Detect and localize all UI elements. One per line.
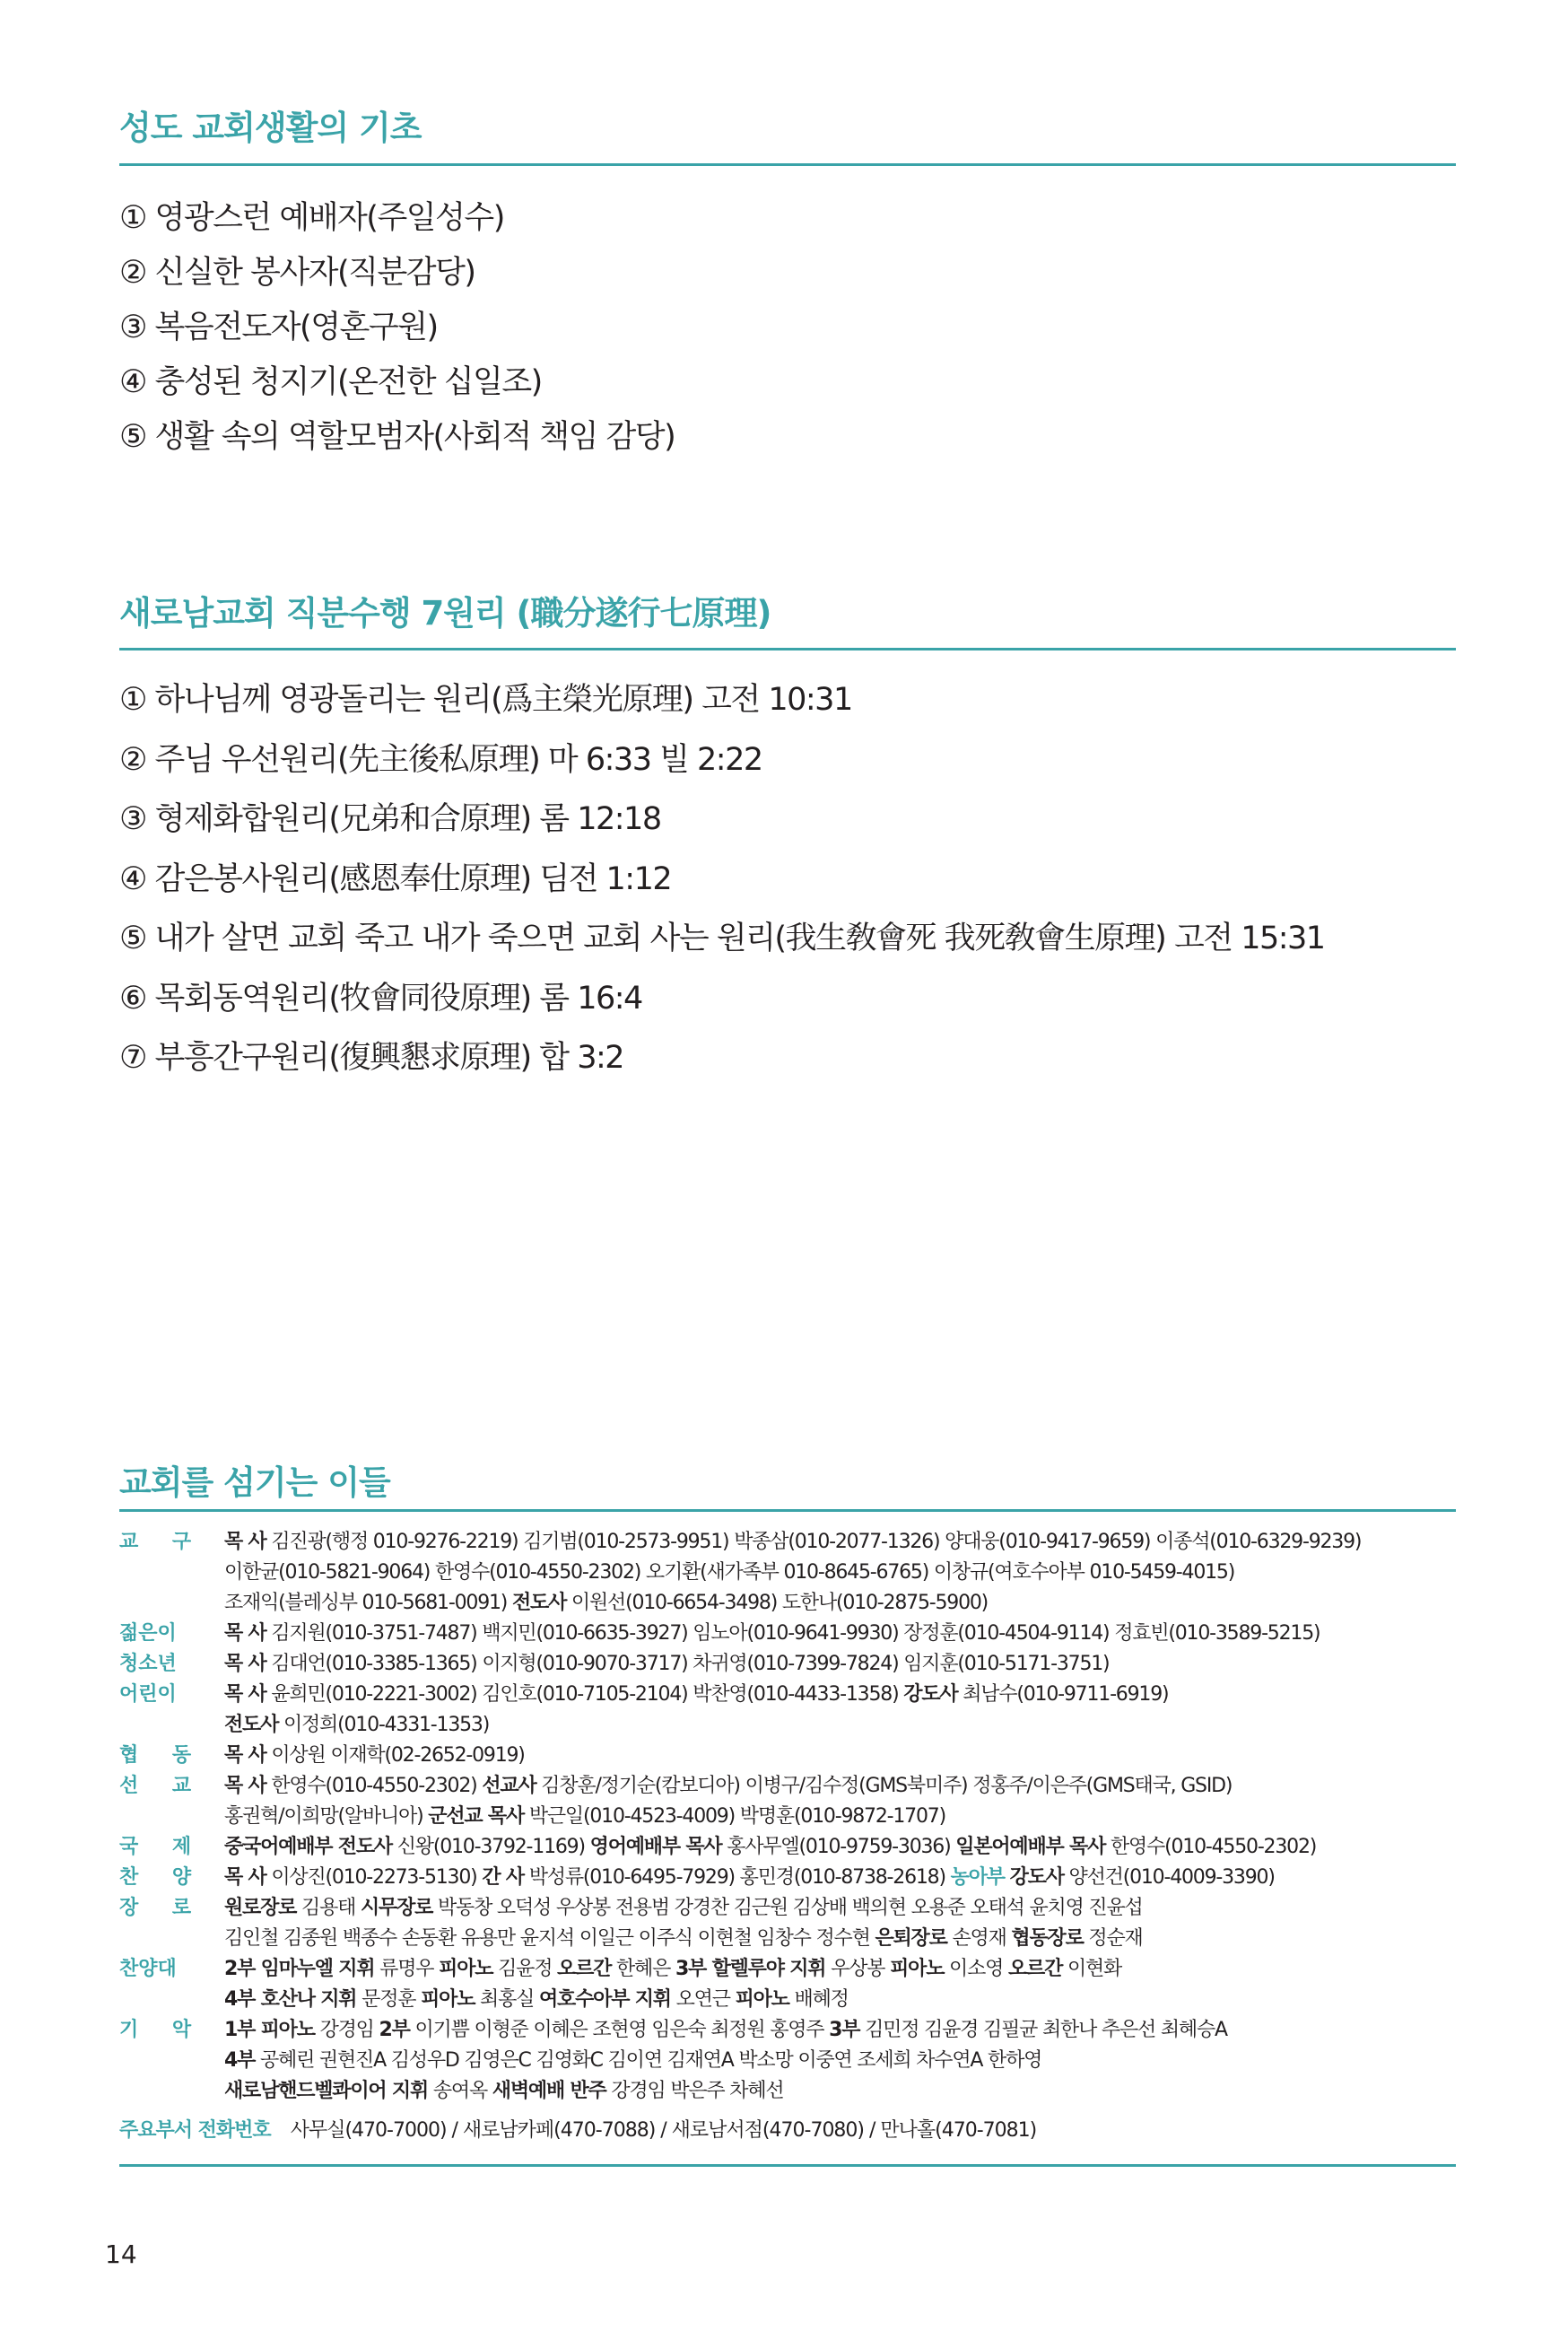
role-label: 오르간 xyxy=(1008,1958,1063,1980)
role-label: 강도사 xyxy=(1009,1866,1064,1889)
role-label: 여호수아부 지휘 xyxy=(539,1988,671,2011)
staff-names: 강경임 xyxy=(314,2019,379,2041)
role-label: 2부 xyxy=(379,2019,410,2041)
staff-names: 이원선(010-6654-3498) 도한나(010-2875-5900) xyxy=(566,1592,989,1614)
department-label: 청소년 xyxy=(119,1653,177,1675)
staff-names: 김지원(010-3751-7487) 백지민(010-6635-3927) 임노아(010-9641-9930) 장정훈(010-4504-9114) 정효빈(010-3589-5215) xyxy=(266,1622,1320,1645)
staff-line xyxy=(224,1954,1121,1985)
role-label: 목 사 xyxy=(224,1531,266,1553)
staff-entries xyxy=(224,1893,1143,1954)
role-label: 목 사 xyxy=(224,1683,266,1706)
list-item: ③ 복음전도자(영혼구원) xyxy=(119,310,438,345)
section-divider xyxy=(119,163,1456,166)
phone-numbers-text: 사무실(470-7000) / 새로남카페(470-7088) / 새로남서점(470-7080) / 만나홀(470-7081) xyxy=(290,2119,1037,2142)
staff-names: 박성류(010-6495-7929) 홍민경(010-8738-2618) xyxy=(523,1866,951,1889)
staff-names: 배혜정 xyxy=(788,1988,849,2011)
staff-names: 김창훈/정기순(캄보디아) 이병구/김수정(GMS북미주) 정홍주/이은주(GMS태국, GSID) xyxy=(536,1775,1233,1797)
section-title-principles: 새로남교회 직분수행 7원리 (職分遂行七原理) xyxy=(119,594,771,633)
role-label: 피아노 xyxy=(890,1958,945,1980)
department-label: 찬양대 xyxy=(119,1958,177,1980)
list-item: ⑥ 목회동역원리(牧會同役原理) 롬 16:4 xyxy=(119,980,642,1017)
staff-line xyxy=(224,1771,1232,1802)
staff-row xyxy=(119,1832,1465,1863)
role-label: 새벽예배 반주 xyxy=(492,2080,606,2102)
staff-names: 신왕(010-3792-1169) xyxy=(391,1836,590,1858)
role-label: 강도사 xyxy=(903,1683,958,1706)
principles-list xyxy=(119,670,1325,1088)
staff-names: 김민정 김윤경 김필균 최한나 추은선 최혜승A xyxy=(859,2019,1227,2041)
staff-names: 이소영 xyxy=(944,1958,1008,1980)
staff-names: 윤희민(010-2221-3002) 김인호(010-7105-2104) 박찬영(010-4433-1358) xyxy=(266,1683,904,1706)
list-item: ⑤ 생활 속의 역할모범자(사회적 책임 감당) xyxy=(119,419,675,455)
list-item: ④ 감은봉사원리(感恩奉仕原理) 딤전 1:12 xyxy=(119,860,672,897)
staff-names: 양선건(010-4009-3390) xyxy=(1063,1866,1275,1889)
staff-line xyxy=(224,1741,525,1771)
role-label: 피아노 xyxy=(735,1988,789,2011)
department-label: 장 로 xyxy=(119,1897,205,1919)
staff-names: 한혜은 xyxy=(611,1958,675,1980)
staff-row xyxy=(119,1954,1465,2015)
staff-names: 홍사무엘(010-9759-3036) xyxy=(721,1836,956,1858)
staff-names: 김인철 김종원 백종수 손동환 유용만 윤지석 이일근 이주식 이현철 임창수 정수현 xyxy=(224,1927,875,1950)
staff-names: 한영수(010-4550-2302) xyxy=(1105,1836,1317,1858)
staff-entries xyxy=(224,1954,1121,2015)
department-label: 교 구 xyxy=(119,1531,205,1553)
section-title-staff: 교회를 섬기는 이들 xyxy=(119,1463,390,1502)
department-label: 찬 양 xyxy=(119,1866,205,1889)
basics-list xyxy=(119,191,675,465)
staff-line xyxy=(224,1832,1316,1863)
division-label: 농아부 xyxy=(950,1866,1005,1889)
staff-line xyxy=(224,1558,1361,1588)
department-label: 선 교 xyxy=(119,1775,205,1797)
staff-line xyxy=(224,1680,1168,1710)
list-item: ③ 형제화합원리(兄弟和合原理) 롬 12:18 xyxy=(119,801,661,837)
role-label: 목 사 xyxy=(224,1653,266,1675)
section-divider-bottom xyxy=(119,2164,1456,2167)
staff-line xyxy=(224,1527,1361,1558)
staff-entries xyxy=(224,1680,1168,1741)
staff-names: 송여옥 xyxy=(428,2080,492,2102)
staff-names: 이상진(010-2273-5130) xyxy=(266,1866,483,1889)
staff-names: 문정훈 xyxy=(356,1988,422,2011)
staff-names: 우상봉 xyxy=(825,1958,891,1980)
staff-line xyxy=(224,1710,1168,1741)
list-item: ① 하나님께 영광돌리는 원리(爲主榮光原理) 고전 10:31 xyxy=(119,682,852,718)
staff-entries xyxy=(224,1832,1316,1863)
staff-entries xyxy=(224,2015,1227,2107)
department-label: 어린이 xyxy=(119,1683,177,1706)
role-label: 전도사 xyxy=(511,1592,567,1614)
role-label: 3부 할렐루야 지휘 xyxy=(675,1958,826,1980)
staff-names: 최홍실 xyxy=(475,1988,539,2011)
staff-names: 홍권혁/이희망(알바니아) xyxy=(224,1805,429,1828)
department-label: 협 동 xyxy=(119,1744,205,1767)
staff-entries xyxy=(224,1741,525,1771)
section-divider xyxy=(119,648,1456,650)
list-item: ② 주님 우선원리(先主後私原理) 마 6:33 빌 2:22 xyxy=(119,741,762,778)
staff-names: 박동창 오덕성 우상봉 전용범 강경찬 김근원 김상배 백의현 오용준 오태석 윤치영 진윤섭 xyxy=(432,1897,1143,1919)
staff-entries xyxy=(224,1527,1361,1619)
staff-line xyxy=(224,1802,1232,1832)
role-label: 일본어예배부 목사 xyxy=(955,1836,1106,1858)
staff-names: 류명우 xyxy=(374,1958,440,1980)
staff-names: 이한균(010-5821-9064) 한영수(010-4550-2302) 오기환(새가족부 010-8645-6765) 이창규(여호수아부 010-5459-4015) xyxy=(224,1561,1235,1584)
staff-line xyxy=(224,1893,1143,1924)
staff-line xyxy=(224,1588,1361,1619)
list-item: ② 신실한 봉사자(직분감당) xyxy=(119,255,475,291)
staff-names: 이정희(010-4331-1353) xyxy=(278,1714,490,1736)
staff-line xyxy=(224,1619,1320,1649)
staff-names: 김윤정 xyxy=(492,1958,558,1980)
staff-names: 이현화 xyxy=(1062,1958,1122,1980)
staff-entries xyxy=(224,1649,1109,1680)
staff-row xyxy=(119,1771,1465,1832)
role-label: 4부 xyxy=(224,2049,256,2072)
staff-names: 이상원 이재학(02-2652-0919) xyxy=(266,1744,525,1767)
role-label: 4부 호산나 지휘 xyxy=(224,1988,357,2011)
staff-names: 조재익(블레싱부 010-5681-0091) xyxy=(224,1592,512,1614)
staff-line xyxy=(224,1924,1143,1954)
list-item: ⑦ 부흥간구원리(復興懇求原理) 합 3:2 xyxy=(119,1040,624,1076)
staff-names: 이기쁨 이형준 이혜은 조현영 임은숙 최정원 홍영주 xyxy=(409,2019,830,2041)
role-label: 간 사 xyxy=(482,1866,524,1889)
list-item: ④ 충성된 청지기(온전한 십일조) xyxy=(119,364,542,400)
staff-row xyxy=(119,1741,1465,1771)
role-label: 원로장로 xyxy=(224,1897,297,1919)
staff-row xyxy=(119,1863,1465,1893)
role-label: 2부 임마누엘 지휘 xyxy=(224,1958,375,1980)
staff-names: 박근일(010-4523-4009) 박명훈(010-9872-1707) xyxy=(524,1805,945,1828)
staff-names: 한영수(010-4550-2302) xyxy=(266,1775,483,1797)
phone-numbers-row xyxy=(119,2116,1036,2146)
role-label: 피아노 xyxy=(439,1958,493,1980)
staff-row xyxy=(119,1649,1465,1680)
staff-row xyxy=(119,2015,1465,2107)
role-label: 새로남핸드벨콰이어 지휘 xyxy=(224,2080,429,2102)
staff-names: 손영재 xyxy=(946,1927,1012,1950)
staff-names: 김진광(행정 010-9276-2219) 김기범(010-2573-9951) 박종삼(010-2077-1326) 양대웅(010-9417-9659) 이종석(010-6329-9239) xyxy=(266,1531,1362,1553)
role-label: 중국어예배부 전도사 xyxy=(224,1836,392,1858)
staff-names: 최남수(010-9711-6919) xyxy=(957,1683,1169,1706)
staff-line xyxy=(224,2015,1227,2046)
role-label: 전도사 xyxy=(224,1714,279,1736)
list-item: ① 영광스런 예배자(주일성수) xyxy=(119,200,504,236)
staff-names: 김대언(010-3385-1365) 이지형(010-9070-3717) 차귀영(010-7399-7824) 임지훈(010-5171-3751) xyxy=(266,1653,1110,1675)
staff-row xyxy=(119,1893,1465,1954)
staff-line xyxy=(224,2046,1227,2076)
role-label: 목 사 xyxy=(224,1866,266,1889)
role-label: 은퇴장로 xyxy=(875,1927,947,1950)
staff-names: 정순재 xyxy=(1083,1927,1143,1950)
role-label: 영어예배부 목사 xyxy=(589,1836,722,1858)
list-item: ⑤ 내가 살면 교회 죽고 내가 죽으면 교회 사는 원리(我生敎會死 我死敎會生原理) 고전 15:31 xyxy=(119,921,1325,956)
staff-entries xyxy=(224,1619,1320,1649)
role-label: 시무장로 xyxy=(360,1897,433,1919)
department-label: 젊은이 xyxy=(119,1622,177,1645)
role-label: 협동장로 xyxy=(1011,1927,1084,1950)
page-number: 14 xyxy=(105,2239,137,2269)
role-label: 선교사 xyxy=(482,1775,536,1797)
role-label: 목 사 xyxy=(224,1744,266,1767)
staff-entries xyxy=(224,1863,1275,1893)
staff-names: 김용태 xyxy=(296,1897,361,1919)
staff-names: 공혜린 권현진A 김성우D 김영은C 김영화C 김이연 김재연A 박소망 이중연 조세희 차수연A 한하영 xyxy=(255,2049,1042,2072)
staff-line xyxy=(224,1649,1109,1680)
role-label: 목 사 xyxy=(224,1775,266,1797)
staff-line xyxy=(224,1863,1275,1893)
section-title-basics: 성도 교회생활의 기초 xyxy=(119,109,422,147)
role-label: 3부 xyxy=(829,2019,860,2041)
role-label: 군선교 목사 xyxy=(428,1805,525,1828)
department-label: 기 악 xyxy=(119,2019,205,2041)
staff-line xyxy=(224,2076,1227,2107)
role-label: 1부 피아노 xyxy=(224,2019,315,2041)
role-label: 피아노 xyxy=(421,1988,475,2011)
staff-row xyxy=(119,1680,1465,1741)
staff-names: 강경임 박은주 차혜선 xyxy=(605,2080,784,2102)
staff-line xyxy=(224,1985,1121,2015)
staff-directory xyxy=(119,1527,1465,2107)
role-label: 오르간 xyxy=(557,1958,612,1980)
phone-numbers-label: 주요부서 전화번호 xyxy=(119,2119,271,2142)
section-divider xyxy=(119,1509,1456,1512)
staff-names: 오연근 xyxy=(670,1988,736,2011)
staff-row xyxy=(119,1619,1465,1649)
staff-entries xyxy=(224,1771,1232,1832)
staff-row xyxy=(119,1527,1465,1619)
role-label: 목 사 xyxy=(224,1622,266,1645)
department-label: 국 제 xyxy=(119,1836,205,1858)
